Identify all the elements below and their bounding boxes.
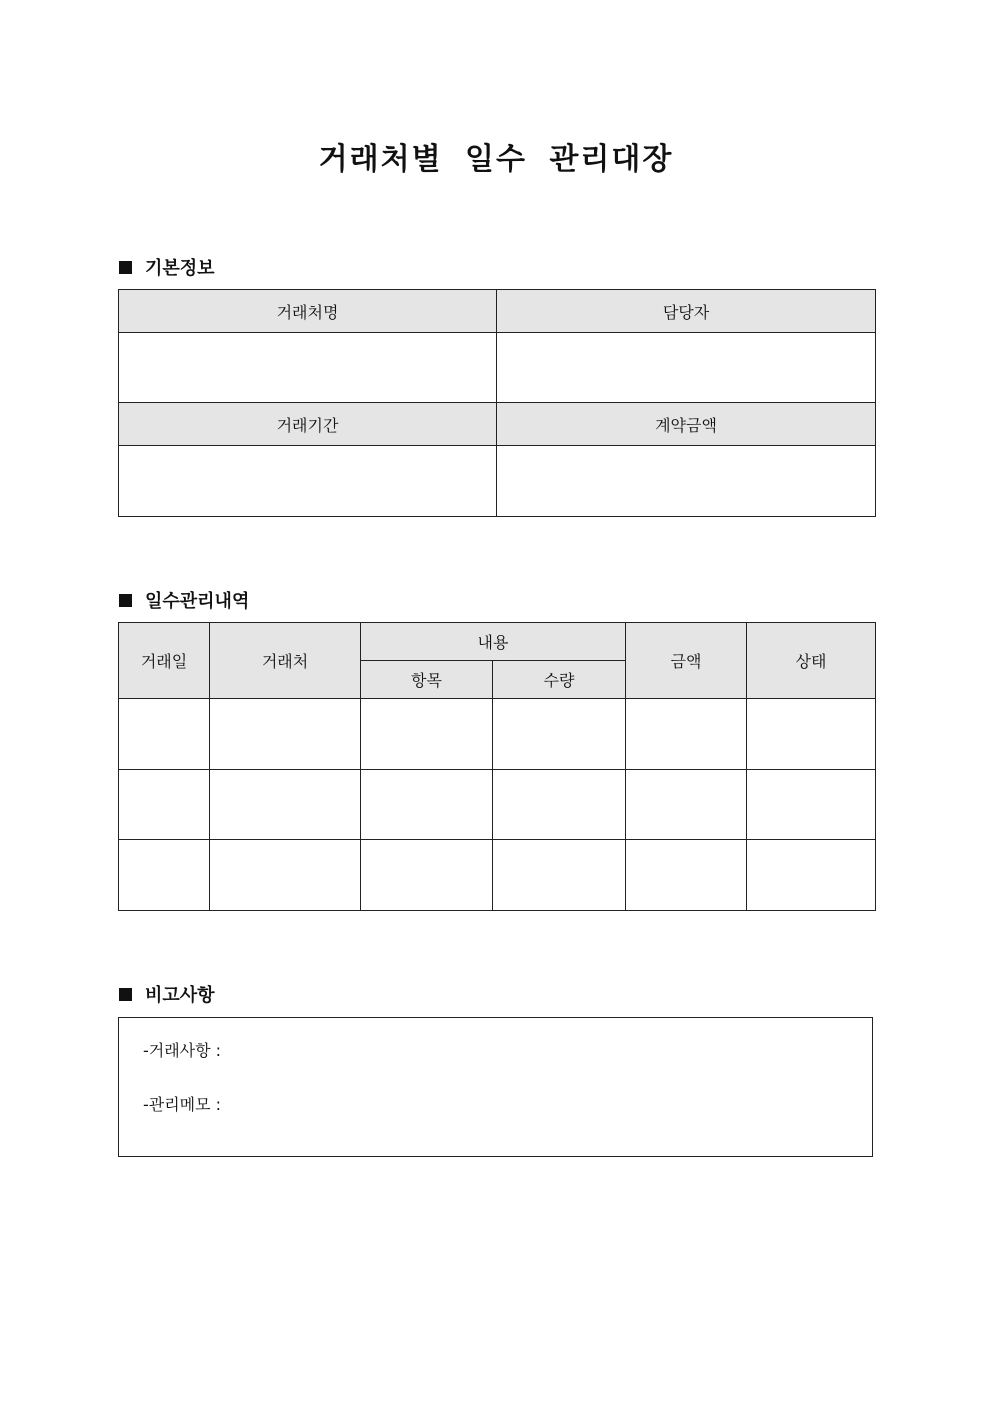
client-name-cell[interactable] [119,333,497,403]
remarks-box[interactable] [118,1017,873,1157]
section-heading-basic [119,254,215,280]
date-cell[interactable] [119,699,210,770]
section-heading-details [119,587,249,613]
details-table [118,622,876,911]
item-cell[interactable] [361,699,493,770]
period-cell[interactable] [119,446,497,517]
status-cell[interactable] [747,840,876,911]
amount-cell[interactable] [626,699,747,770]
header-amount: 금액 [626,623,747,699]
amount-cell[interactable] [626,770,747,840]
status-cell[interactable] [747,770,876,840]
header-contract-amount: 계약금액 [497,403,876,446]
date-cell[interactable] [119,770,210,840]
quantity-cell[interactable] [493,840,626,911]
header-item: 항목 [361,661,493,699]
section-heading-label: 기본정보 [145,258,215,279]
header-client-name: 거래처명 [119,290,497,333]
header-manager: 담당자 [497,290,876,333]
header-period: 거래기간 [119,403,497,446]
header-quantity: 수량 [493,661,626,699]
remark-memo-line: -관리메모 : [143,1095,222,1114]
table-row [119,840,876,911]
table-row [119,770,876,840]
quantity-cell[interactable] [493,770,626,840]
quantity-cell[interactable] [493,699,626,770]
basic-info-table [118,289,876,517]
square-bullet-icon [119,261,132,274]
header-date: 거래일 [119,623,210,699]
client-cell[interactable] [210,840,361,911]
remark-trade-line: -거래사항 : [143,1041,222,1060]
header-content: 내용 [361,623,626,661]
section-heading-label: 일수관리내역 [145,591,250,612]
status-cell[interactable] [747,699,876,770]
table-row [119,699,876,770]
square-bullet-icon [119,594,132,607]
header-status: 상태 [747,623,876,699]
section-heading-remarks [119,981,215,1007]
header-client: 거래처 [210,623,361,699]
contract-amount-cell[interactable] [497,446,876,517]
client-cell[interactable] [210,699,361,770]
item-cell[interactable] [361,840,493,911]
document-title: 거래처별 일수 관리대장 [318,142,674,177]
square-bullet-icon [119,988,132,1001]
date-cell[interactable] [119,840,210,911]
item-cell[interactable] [361,770,493,840]
manager-cell[interactable] [497,333,876,403]
client-cell[interactable] [210,770,361,840]
amount-cell[interactable] [626,840,747,911]
section-heading-label: 비고사항 [145,985,215,1006]
